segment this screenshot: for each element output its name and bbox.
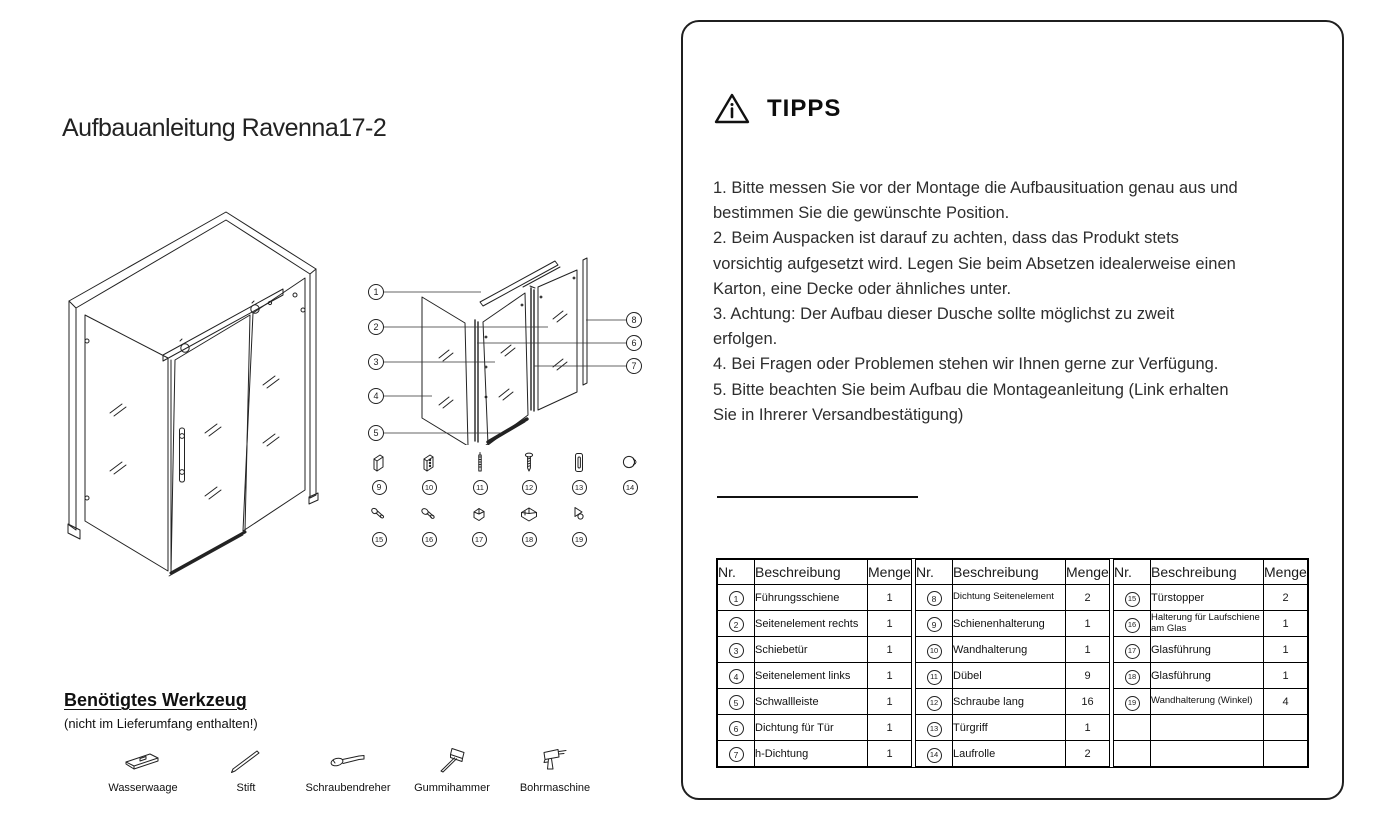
part-number-badge: 9 [372,480,387,495]
part-number-badge: 17 [1125,644,1140,659]
table-header-cell: Menge [1066,560,1110,585]
table-cell: Schienenhalterung [953,611,1066,637]
part-number-badge: 8 [927,591,942,606]
hardware-part [356,448,402,495]
tool-label: Wasserwaage [108,782,178,794]
table-cell: 1 [868,585,912,611]
table-cell [718,689,755,715]
roller-cap-icon [618,448,642,480]
tip-line: bestimmen Sie die gewünschte Position. [713,204,1010,223]
part-number-badge: 11 [473,480,488,495]
table-cell: Glasführung [1151,637,1264,663]
part-number-badge: 17 [472,532,487,547]
tips-heading-row [713,92,841,126]
hardware-part [406,448,452,495]
callout-3: 3 [373,357,379,368]
table-cell: Dichtung für Tür [755,715,868,741]
tool-item [290,738,406,794]
table-cell: 2 [1066,585,1110,611]
hardware-part [506,448,552,495]
tip-line: erfolgen. [713,330,778,349]
table-cell: 2 [1264,585,1308,611]
table-row [916,585,1110,611]
part-number-badge: 1 [729,591,744,606]
table-cell: Türgriff [953,715,1066,741]
table-row [1114,637,1308,663]
table-cell: h-Dichtung [755,741,868,767]
table-cell [1151,715,1264,741]
table-cell: 1 [1066,715,1110,741]
pencil-icon [226,738,266,782]
handle-bracket-icon [567,448,591,480]
hardware-part [457,448,503,495]
hardware-part [456,500,502,547]
table-cell: Wandhalterung (Winkel) [1151,689,1264,715]
table-cell: 9 [1066,663,1110,689]
table-row [718,741,912,767]
table-cell [1264,715,1308,741]
table-cell [1114,741,1151,767]
table-cell: Dübel [953,663,1066,689]
table-cell [916,741,953,767]
table-row [916,611,1110,637]
table-cell: 1 [1264,663,1308,689]
tool-label: Gummihammer [414,782,490,794]
tips-heading: TIPPS [767,95,842,122]
table-cell: 4 [1264,689,1308,715]
table-cell [1114,637,1151,663]
table-cell: Türstopper [1151,585,1264,611]
tool-item [497,738,613,794]
table-row [916,741,1110,767]
table-cell: 1 [1066,637,1110,663]
table-cell [916,663,953,689]
table-cell: 1 [868,741,912,767]
wall-clip-icon [367,448,391,480]
part-number-badge: 13 [572,480,587,495]
part-number-badge: 3 [729,643,744,658]
part-number-badge: 18 [1125,670,1140,685]
table-row [916,689,1110,715]
drill-icon [535,738,575,782]
rail-holder-screw-icon [417,500,441,532]
table-cell: 16 [1066,689,1110,715]
tip-line: 5. Bitte beachten Sie beim Aufbau die Montageanleitung (Link erhalten [713,380,1229,399]
parts-table-group [717,559,912,767]
wall-bracket-icon [417,448,441,480]
hardware-part [556,448,602,495]
table-row [718,663,912,689]
part-number-badge: 15 [1125,592,1140,607]
tip-line: 2. Beim Auspacken ist darauf zu achten, dass das Produkt stets [713,229,1179,248]
table-cell [916,637,953,663]
part-number-badge: 12 [927,696,942,711]
table-cell: Laufrolle [953,741,1066,767]
tool-label: Bohrmaschine [519,782,591,794]
table-cell [718,663,755,689]
table-cell [1114,689,1151,715]
table-row [1114,689,1308,715]
part-number-badge: 19 [572,532,587,547]
hardware-part [506,500,552,547]
table-row [718,689,912,715]
table-cell [916,611,953,637]
table-cell [718,611,755,637]
table-cell [718,585,755,611]
table-cell: Schiebetür [755,637,868,663]
warning-triangle-icon [713,92,751,126]
part-number-badge: 13 [927,722,942,737]
table-row [1114,611,1308,637]
part-number-badge: 15 [372,532,387,547]
part-number-badge: 19 [1125,696,1140,711]
tip-line: 4. Bei Fragen oder Problemen stehen wir Ihnen gerne zur Verfügung. [713,355,1219,374]
table-cell: Seitenelement rechts [755,611,868,637]
table-header-cell: Beschreibung [755,560,868,585]
table-cell: Führungsschiene [755,585,868,611]
table-cell: 1 [1264,611,1308,637]
table-cell: 1 [868,611,912,637]
table-cell: Halterung für Laufschiene am Glas [1151,611,1264,637]
screwdriver-icon [328,738,368,782]
table-cell [1114,715,1151,741]
long-screw-icon [517,448,541,480]
part-number-badge: 18 [522,532,537,547]
tip-line: Karton, eine Decke oder ähnliches unter. [713,279,1012,298]
table-cell [1114,663,1151,689]
callout-8: 8 [631,315,637,326]
table-cell [718,715,755,741]
table-cell [718,637,755,663]
tool-item [188,738,304,794]
table-cell: 1 [868,663,912,689]
part-number-badge: 16 [422,532,437,547]
table-cell [1264,741,1308,767]
table-row [916,663,1110,689]
part-number-badge: 10 [927,644,942,659]
table-row [1114,663,1308,689]
tool-label: Stift [236,782,256,794]
table-header-cell: Menge [868,560,912,585]
tip-line: Sie in Ihrerer Versandbestätigung) [713,405,964,424]
callout-7: 7 [631,361,637,372]
callout-2: 2 [373,322,379,333]
table-cell: 1 [868,637,912,663]
tool-item [394,738,510,794]
table-cell: Wandhalterung [953,637,1066,663]
parts-table-group [1113,559,1308,767]
divider-line [717,496,918,498]
table-header-cell: Beschreibung [953,560,1066,585]
table-header-cell: Beschreibung [1151,560,1264,585]
parts-table-group [915,559,1110,767]
table-cell [1151,741,1264,767]
part-number-badge: 2 [729,617,744,632]
hardware-part [356,500,402,547]
parts-table [716,558,1309,768]
table-header-cell: Nr. [718,560,755,585]
exploded-parts-diagram [355,245,655,445]
table-row [718,611,912,637]
table-row [916,637,1110,663]
hardware-parts-grid [358,448,662,560]
table-row [1114,741,1308,767]
tool-label: Schraubendreher [305,782,391,794]
tip-line: 3. Achtung: Der Aufbau dieser Dusche sollte möglichst zu zweit [713,304,1175,323]
part-number-badge: 9 [927,617,942,632]
hardware-part [556,500,602,547]
part-number-badge: 5 [729,695,744,710]
table-cell: Schraube lang [953,689,1066,715]
part-number-badge: 14 [623,480,638,495]
table-cell: 1 [868,715,912,741]
part-number-badge: 4 [729,669,744,684]
part-number-badge: 6 [729,721,744,736]
tips-text [713,179,1333,431]
table-row [1114,585,1308,611]
table-cell [916,715,953,741]
table-cell [1114,611,1151,637]
tool-item [85,738,201,794]
part-number-badge: 16 [1125,618,1140,633]
door-stopper-icon [367,500,391,532]
table-cell: Schwallleiste [755,689,868,715]
table-cell: 1 [1264,637,1308,663]
tools-note: (nicht im Lieferumfang enthalten!) [64,716,258,731]
callout-4: 4 [373,391,379,402]
tip-line: vorsichtig aufgesetzt wird. Legen Sie beim Absetzen idealerweise einen [713,254,1236,273]
part-number-badge: 10 [422,480,437,495]
table-cell [916,689,953,715]
hardware-part [406,500,452,547]
table-row [718,637,912,663]
table-row [718,715,912,741]
assembled-shower-drawing [58,203,358,593]
table-cell: Glasführung [1151,663,1264,689]
table-cell: 1 [1066,611,1110,637]
table-header-cell: Nr. [1114,560,1151,585]
spirit-level-icon [123,738,163,782]
tools-heading: Benötigtes Werkzeug [64,690,247,710]
part-number-badge: 7 [729,747,744,762]
table-cell: Dichtung Seitenelement [953,585,1066,611]
tips-panel [681,20,1344,800]
glass-guide-wide-icon [517,500,541,532]
dowel-icon [468,448,492,480]
document-title: Aufbauanleitung Ravenna17-2 [62,114,387,142]
table-header-cell: Menge [1264,560,1308,585]
table-cell [916,585,953,611]
hardware-part [607,448,653,495]
glass-guide-icon [467,500,491,532]
part-number-badge: 12 [522,480,537,495]
table-row [718,585,912,611]
table-cell [718,741,755,767]
table-cell: Seitenelement links [755,663,868,689]
mallet-icon [432,738,472,782]
table-cell [1114,585,1151,611]
table-cell: 1 [868,689,912,715]
table-header-cell: Nr. [916,560,953,585]
callout-1: 1 [373,287,379,298]
angle-bracket-icon [567,500,591,532]
callout-6: 6 [631,338,637,349]
table-cell: 2 [1066,741,1110,767]
table-row [916,715,1110,741]
part-number-badge: 14 [927,748,942,763]
part-number-badge: 11 [927,670,942,685]
table-row [1114,715,1308,741]
callout-5: 5 [373,428,379,439]
tip-line: 1. Bitte messen Sie vor der Montage die Aufbausituation genau aus und [713,179,1238,197]
